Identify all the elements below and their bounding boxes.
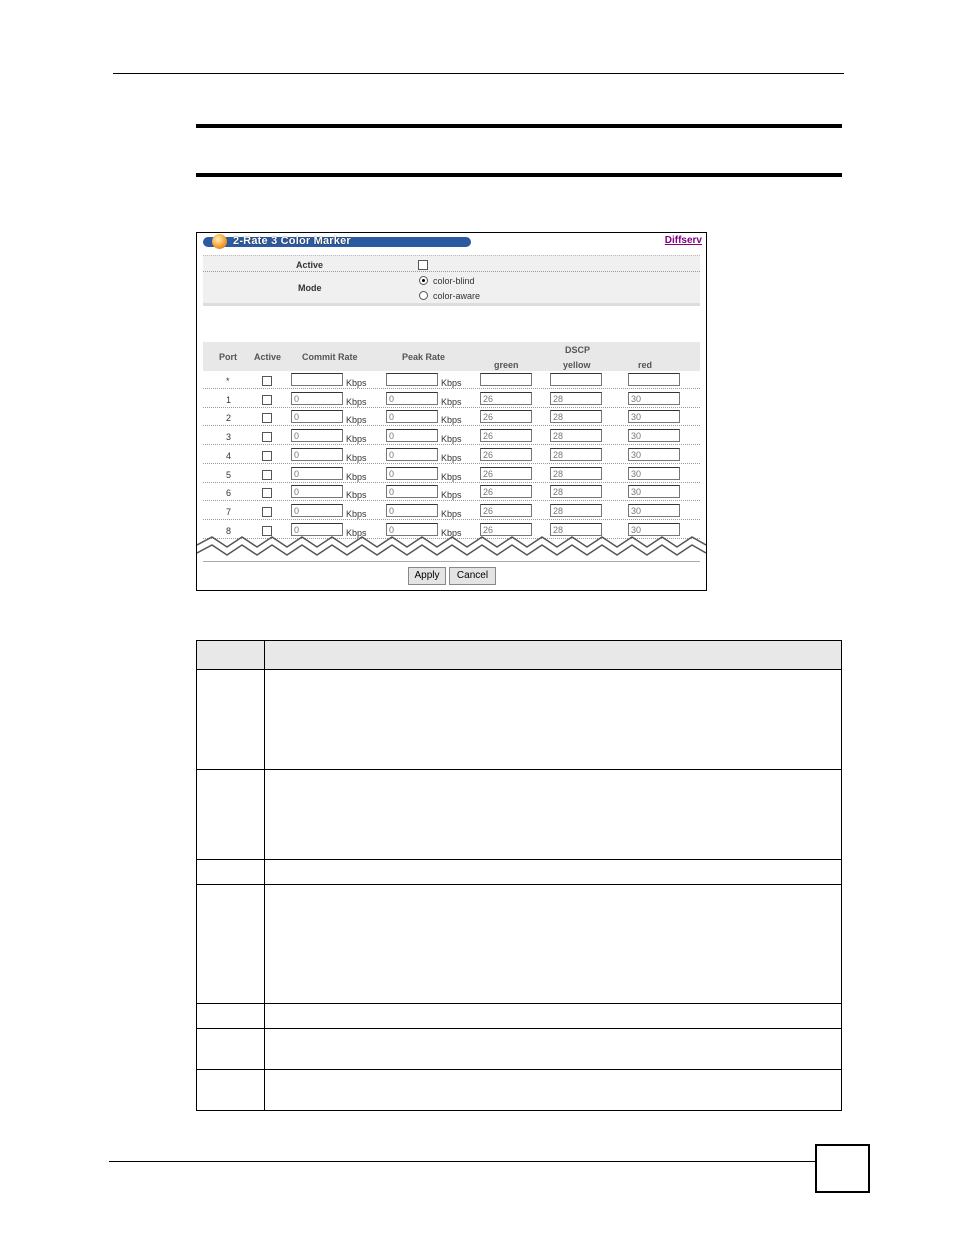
commit-unit: Kbps — [346, 378, 367, 388]
commit-rate-input[interactable]: 0 — [291, 410, 343, 423]
peak-rate-input[interactable]: 0 — [386, 410, 438, 423]
footer-rule — [109, 1161, 815, 1162]
commit-rate-input[interactable]: 0 — [291, 523, 343, 536]
port-number: 1 — [226, 395, 232, 405]
dscp-green-input[interactable] — [480, 373, 532, 386]
dscp-red-input[interactable]: 30 — [628, 448, 680, 461]
row-divider — [203, 407, 700, 408]
commit-unit: Kbps — [346, 490, 367, 500]
row-divider — [203, 500, 700, 501]
commit-unit: Kbps — [346, 397, 367, 407]
port-number: * — [226, 376, 230, 386]
dscp-yellow-input[interactable]: 28 — [550, 429, 602, 442]
commit-rate-input[interactable]: 0 — [291, 392, 343, 405]
cancel-button[interactable]: Cancel — [449, 567, 496, 585]
page-number-box — [815, 1144, 870, 1193]
row-divider — [203, 388, 700, 389]
port-number: 4 — [226, 451, 232, 461]
diffserv-link[interactable]: Diffserv — [664, 235, 702, 246]
port-number: 5 — [226, 470, 232, 480]
peak-unit: Kbps — [441, 415, 462, 425]
dscp-yellow-input[interactable] — [550, 373, 602, 386]
mode-color-aware-radio[interactable] — [419, 291, 428, 300]
peak-unit: Kbps — [441, 397, 462, 407]
dscp-green-input[interactable]: 26 — [480, 410, 532, 423]
dscp-red-input[interactable]: 30 — [628, 504, 680, 517]
dscp-green-input[interactable]: 26 — [480, 504, 532, 517]
peak-unit: Kbps — [441, 472, 462, 482]
header-active: Active — [254, 352, 282, 362]
dscp-yellow-input[interactable]: 28 — [550, 448, 602, 461]
description-row-divider — [197, 884, 841, 885]
peak-rate-input[interactable]: 0 — [386, 523, 438, 536]
commit-rate-input[interactable]: 0 — [291, 448, 343, 461]
peak-unit: Kbps — [441, 490, 462, 500]
dscp-green-input[interactable]: 26 — [480, 392, 532, 405]
header-red: red — [638, 360, 653, 370]
dscp-yellow-input[interactable]: 28 — [550, 504, 602, 517]
row-active-checkbox[interactable] — [262, 470, 272, 480]
commit-rate-input[interactable] — [291, 373, 343, 386]
commit-unit: Kbps — [346, 509, 367, 519]
panel-title: 2-Rate 3 Color Marker — [233, 235, 351, 247]
header-green: green — [494, 360, 519, 370]
field-description-table — [196, 640, 842, 1111]
mode-color-blind-label: color-blind — [433, 276, 475, 286]
header-port: Port — [219, 352, 237, 362]
row-active-checkbox[interactable] — [262, 432, 272, 442]
dscp-red-input[interactable]: 30 — [628, 410, 680, 423]
row-active-checkbox[interactable] — [262, 413, 272, 423]
description-row-divider — [197, 1028, 841, 1029]
button-divider — [203, 561, 700, 562]
row-divider — [203, 444, 700, 445]
mode-color-blind-radio[interactable] — [419, 276, 428, 285]
peak-rate-input[interactable]: 0 — [386, 392, 438, 405]
commit-rate-input[interactable]: 0 — [291, 467, 343, 480]
peak-unit: Kbps — [441, 434, 462, 444]
active-checkbox[interactable] — [418, 260, 428, 270]
port-number: 2 — [226, 413, 232, 423]
mode-label: Mode — [298, 283, 322, 293]
port-number: 6 — [226, 488, 232, 498]
apply-button[interactable]: Apply — [408, 567, 446, 585]
port-number: 8 — [226, 526, 232, 536]
row-divider — [203, 425, 700, 426]
peak-unit: Kbps — [441, 528, 462, 538]
port-number: 3 — [226, 432, 232, 442]
header-commit-rate: Commit Rate — [302, 352, 358, 362]
dscp-green-input[interactable]: 26 — [480, 448, 532, 461]
mode-color-aware-label: color-aware — [433, 291, 481, 301]
peak-unit: Kbps — [441, 509, 462, 519]
commit-rate-input[interactable]: 0 — [291, 429, 343, 442]
row-divider — [203, 519, 700, 520]
description-column-divider — [264, 641, 265, 1110]
dscp-yellow-input[interactable]: 28 — [550, 485, 602, 498]
description-table-header — [197, 641, 841, 670]
port-number: 7 — [226, 507, 232, 517]
dscp-yellow-input[interactable]: 28 — [550, 410, 602, 423]
commit-unit: Kbps — [346, 528, 367, 538]
dscp-yellow-input[interactable]: 28 — [550, 467, 602, 480]
dscp-yellow-input[interactable]: 28 — [550, 523, 602, 536]
dscp-green-input[interactable]: 26 — [480, 467, 532, 480]
peak-rate-input[interactable]: 0 — [386, 429, 438, 442]
commit-unit: Kbps — [346, 434, 367, 444]
config-bottom-line — [203, 303, 700, 306]
dscp-red-input[interactable]: 30 — [628, 467, 680, 480]
dscp-red-input[interactable]: 30 — [628, 392, 680, 405]
dscp-green-input[interactable]: 26 — [480, 429, 532, 442]
commit-unit: Kbps — [346, 472, 367, 482]
commit-rate-input[interactable]: 0 — [291, 504, 343, 517]
commit-rate-input[interactable]: 0 — [291, 485, 343, 498]
peak-rate-input[interactable]: 0 — [386, 448, 438, 461]
description-row-divider — [197, 1069, 841, 1070]
row-active-checkbox[interactable] — [262, 451, 272, 461]
cut-line-icon — [197, 531, 706, 561]
title-rule-bottom — [196, 173, 842, 177]
description-row-divider — [197, 859, 841, 860]
row-active-checkbox[interactable] — [262, 488, 272, 498]
dscp-green-input[interactable]: 26 — [480, 523, 532, 536]
description-row-divider — [197, 769, 841, 770]
peak-rate-input[interactable]: 0 — [386, 504, 438, 517]
peak-rate-input[interactable]: 0 — [386, 467, 438, 480]
color-marker-screenshot — [196, 232, 707, 591]
dscp-red-input[interactable] — [628, 373, 680, 386]
peak-rate-input[interactable] — [386, 373, 438, 386]
dscp-red-input[interactable]: 30 — [628, 429, 680, 442]
row-divider — [203, 463, 700, 464]
header-peak-rate: Peak Rate — [402, 352, 446, 362]
dscp-yellow-input[interactable]: 28 — [550, 392, 602, 405]
config-divider — [203, 271, 700, 272]
header-dscp: DSCP — [565, 345, 591, 355]
commit-unit: Kbps — [346, 453, 367, 463]
dscp-red-input[interactable]: 30 — [628, 523, 680, 536]
peak-unit: Kbps — [441, 378, 462, 388]
row-active-checkbox[interactable] — [262, 395, 272, 405]
peak-unit: Kbps — [441, 453, 462, 463]
dscp-red-input[interactable]: 30 — [628, 485, 680, 498]
header-yellow: yellow — [563, 360, 591, 370]
active-label: Active — [296, 260, 324, 270]
row-active-checkbox[interactable] — [262, 507, 272, 517]
row-active-checkbox[interactable] — [262, 376, 272, 386]
row-divider — [203, 482, 700, 483]
dscp-green-input[interactable]: 26 — [480, 485, 532, 498]
title-rule-top — [196, 124, 842, 128]
title-orb-icon — [212, 234, 227, 249]
commit-unit: Kbps — [346, 415, 367, 425]
description-row-divider — [197, 1003, 841, 1004]
header-rule — [113, 73, 844, 74]
peak-rate-input[interactable]: 0 — [386, 485, 438, 498]
